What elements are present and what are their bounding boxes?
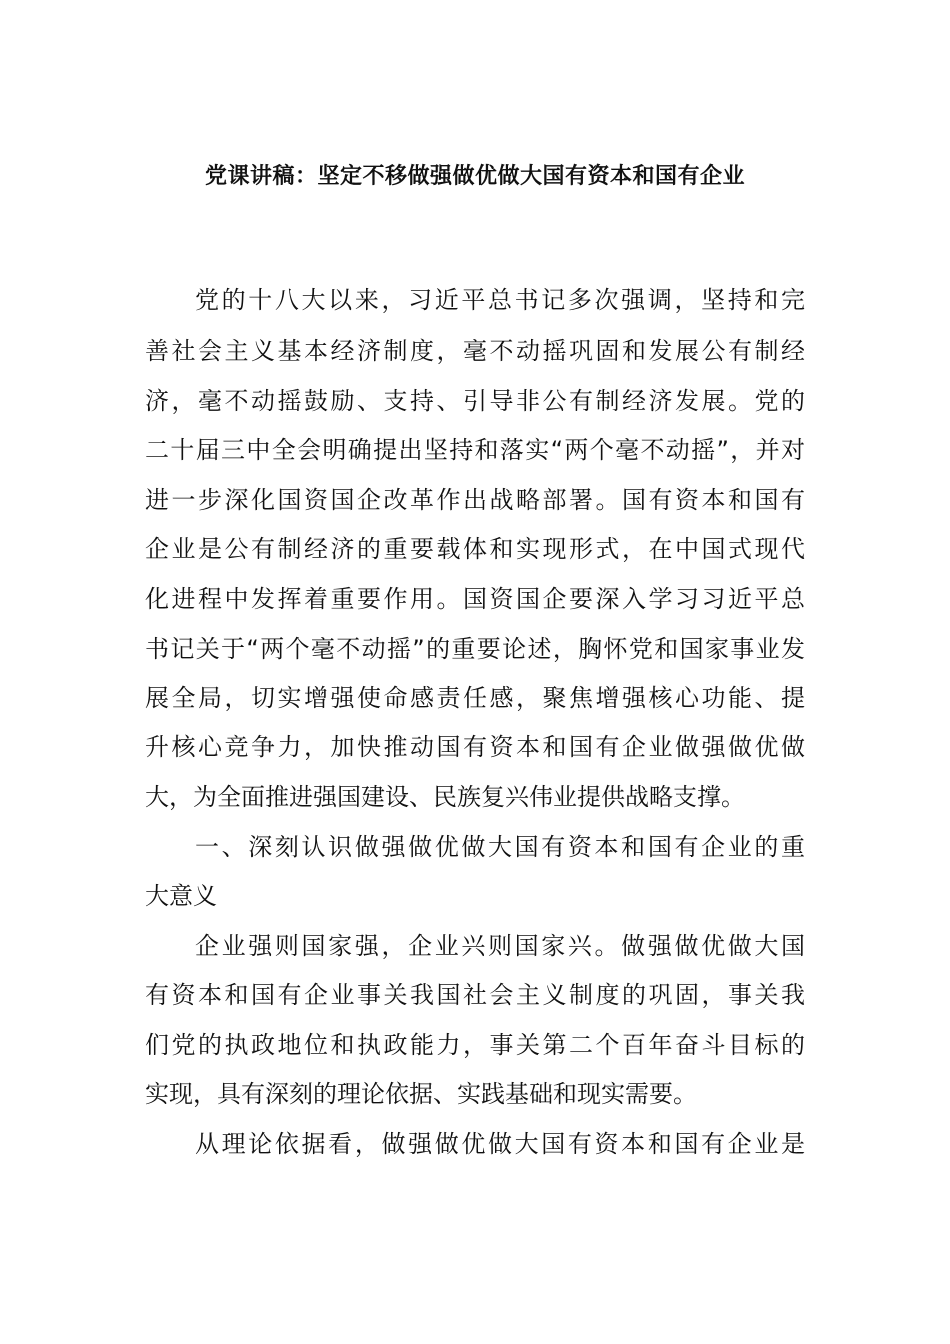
paragraph-line: 企业是公有制经济的重要载体和实现形式，在中国式现代 <box>145 535 805 563</box>
section-heading-line: 大意义 <box>145 882 217 910</box>
document-title: 党课讲稿：坚定不移做强做优做大国有资本和国有企业 <box>204 164 745 189</box>
paragraph-line: 善社会主义基本经济制度，毫不动摇巩固和发展公有制经 <box>145 337 805 365</box>
paragraph-line: 企业强则国家强，企业兴则国家兴。做强做优做大国 <box>195 932 805 960</box>
paragraph-line: 大，为全面推进强国建设、民族复兴伟业提供战略支撑。 <box>145 783 745 811</box>
paragraph-line: 实现，具有深刻的理论依据、实践基础和现实需要。 <box>145 1080 697 1108</box>
paragraph-line: 党的十八大以来，习近平总书记多次强调，坚持和完 <box>195 286 805 314</box>
paragraph-line: 二十届三中全会明确提出坚持和落实“两个毫不动摇”，并对 <box>145 436 805 464</box>
paragraph-line: 化进程中发挥着重要作用。国资国企要深入学习习近平总 <box>145 585 805 613</box>
paragraph-line: 济，毫不动摇鼓励、支持、引导非公有制经济发展。党的 <box>145 387 805 415</box>
paragraph-line: 进一步深化国资国企改革作出战略部署。国有资本和国有 <box>145 486 805 514</box>
paragraph-line: 有资本和国有企业事关我国社会主义制度的巩固，事关我 <box>145 981 805 1009</box>
paragraph-line: 们党的执政地位和执政能力，事关第二个百年奋斗目标的 <box>145 1031 805 1059</box>
paragraph-line: 展全局，切实增强使命感责任感，聚焦增强核心功能、提 <box>145 684 805 712</box>
paragraph-line: 从理论依据看，做强做优做大国有资本和国有企业是 <box>195 1130 805 1158</box>
paragraph-line: 书记关于“两个毫不动摇”的重要论述，胸怀党和国家事业发 <box>145 635 805 663</box>
section-heading-line: 一、深刻认识做强做优做大国有资本和国有企业的重 <box>195 833 805 861</box>
paragraph-line: 升核心竞争力，加快推动国有资本和国有企业做强做优做 <box>145 733 805 761</box>
